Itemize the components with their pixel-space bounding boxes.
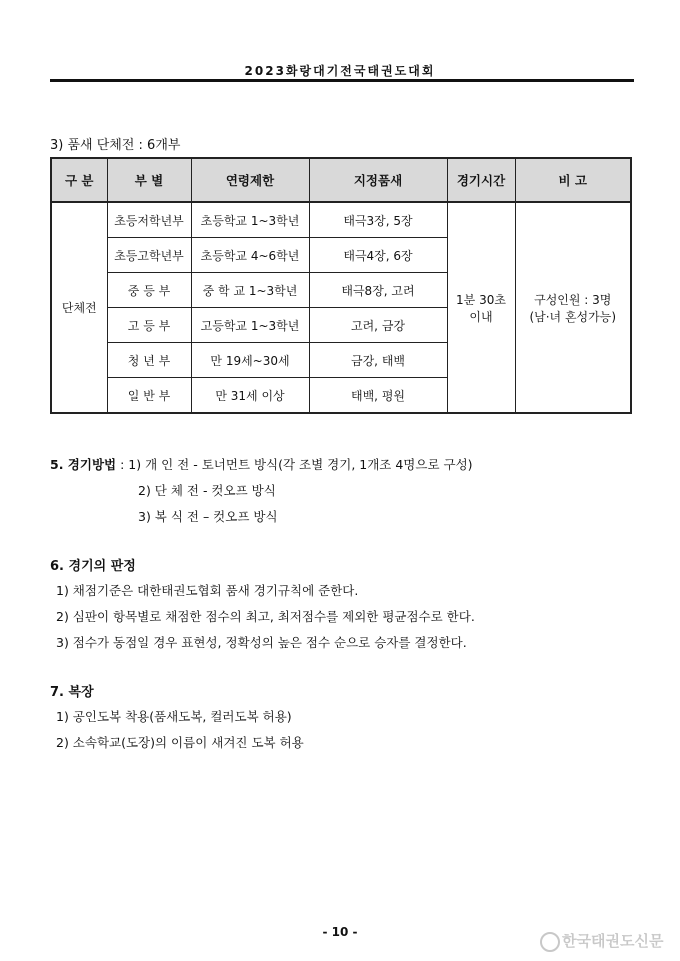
poomsae-team-table	[50, 157, 632, 414]
poomsae-cell: 태극8장, 고려	[309, 273, 447, 308]
watermark-logo-icon	[540, 932, 560, 952]
age-cell: 중 학 교 1~3학년	[191, 273, 309, 308]
poomsae-cell: 태극3장, 5장	[309, 202, 447, 238]
header-rule	[50, 79, 634, 82]
match-time-cell	[447, 202, 515, 413]
section3-title: 3) 품새 단체전 : 6개부	[50, 138, 181, 153]
category-cell: 단체전	[51, 202, 107, 413]
poomsae-cell: 태백, 평원	[309, 378, 447, 414]
poomsae-cell: 금강, 태백	[309, 343, 447, 378]
section5-item: 1) 개 인 전 - 토너먼트 방식(각 조별 경기, 1개조 4명으로 구성)	[128, 457, 473, 472]
section5-item: 3) 복 식 전 – 컷오프 방식	[138, 509, 278, 524]
division-cell: 중 등 부	[107, 273, 191, 308]
watermark-text: 한국태권도신문	[562, 932, 664, 950]
page-number: - 10 -	[322, 925, 358, 939]
col-header-age-limit: 연령제한	[191, 158, 309, 202]
division-cell: 초등저학년부	[107, 202, 191, 238]
age-cell: 고등학교 1~3학년	[191, 308, 309, 343]
section5-heading: 5. 경기방법	[50, 457, 117, 472]
col-header-note: 비 고	[515, 158, 631, 202]
poomsae-cell: 고려, 금강	[309, 308, 447, 343]
division-cell: 청 년 부	[107, 343, 191, 378]
poomsae-cell: 태극4장, 6장	[309, 238, 447, 273]
col-header-division: 부 별	[107, 158, 191, 202]
age-cell: 만 31세 이상	[191, 378, 309, 414]
division-cell: 초등고학년부	[107, 238, 191, 273]
age-cell: 초등학교 1~3학년	[191, 202, 309, 238]
section7-heading: 7. 복장	[50, 685, 94, 700]
match-time-line2: 이내	[469, 309, 493, 324]
section6-heading: 6. 경기의 판정	[50, 559, 136, 574]
note-cell	[515, 202, 631, 413]
col-header-match-time: 경기시간	[447, 158, 515, 202]
section7-item: 1) 공인도복 착용(품새도복, 컬러도복 허용)	[56, 709, 292, 724]
section5-colon: :	[116, 457, 129, 472]
age-cell: 초등학교 4~6학년	[191, 238, 309, 273]
age-cell: 만 19세~30세	[191, 343, 309, 378]
col-header-poomsae: 지정품새	[309, 158, 447, 202]
col-header-category: 구 분	[51, 158, 107, 202]
table-row	[51, 202, 631, 238]
division-cell: 고 등 부	[107, 308, 191, 343]
match-time-line1: 1분 30초	[456, 292, 506, 307]
section6-item: 2) 심판이 항목별로 채점한 점수의 최고, 최저점수를 제외한 평균점수로 한다.	[56, 609, 475, 624]
section6-item: 3) 점수가 동점일 경우 표현성, 정확성의 높은 점수 순으로 승자를 결정한다.	[56, 635, 467, 650]
division-cell: 일 반 부	[107, 378, 191, 414]
note-line1: 구성인원 : 3명	[534, 292, 612, 307]
table-header-row	[51, 158, 631, 202]
section6-item: 1) 채점기준은 대한태권도협회 품새 경기규칙에 준한다.	[56, 583, 359, 598]
section5-line1	[50, 455, 473, 473]
section5-item: 2) 단 체 전 - 컷오프 방식	[138, 483, 276, 498]
section7-item: 2) 소속학교(도장)의 이름이 새겨진 도복 허용	[56, 735, 304, 750]
note-line2: (남·녀 혼성가능)	[529, 309, 617, 324]
watermark	[540, 930, 663, 952]
document-header-title: 2023화랑대기전국태권도대회	[244, 64, 436, 78]
